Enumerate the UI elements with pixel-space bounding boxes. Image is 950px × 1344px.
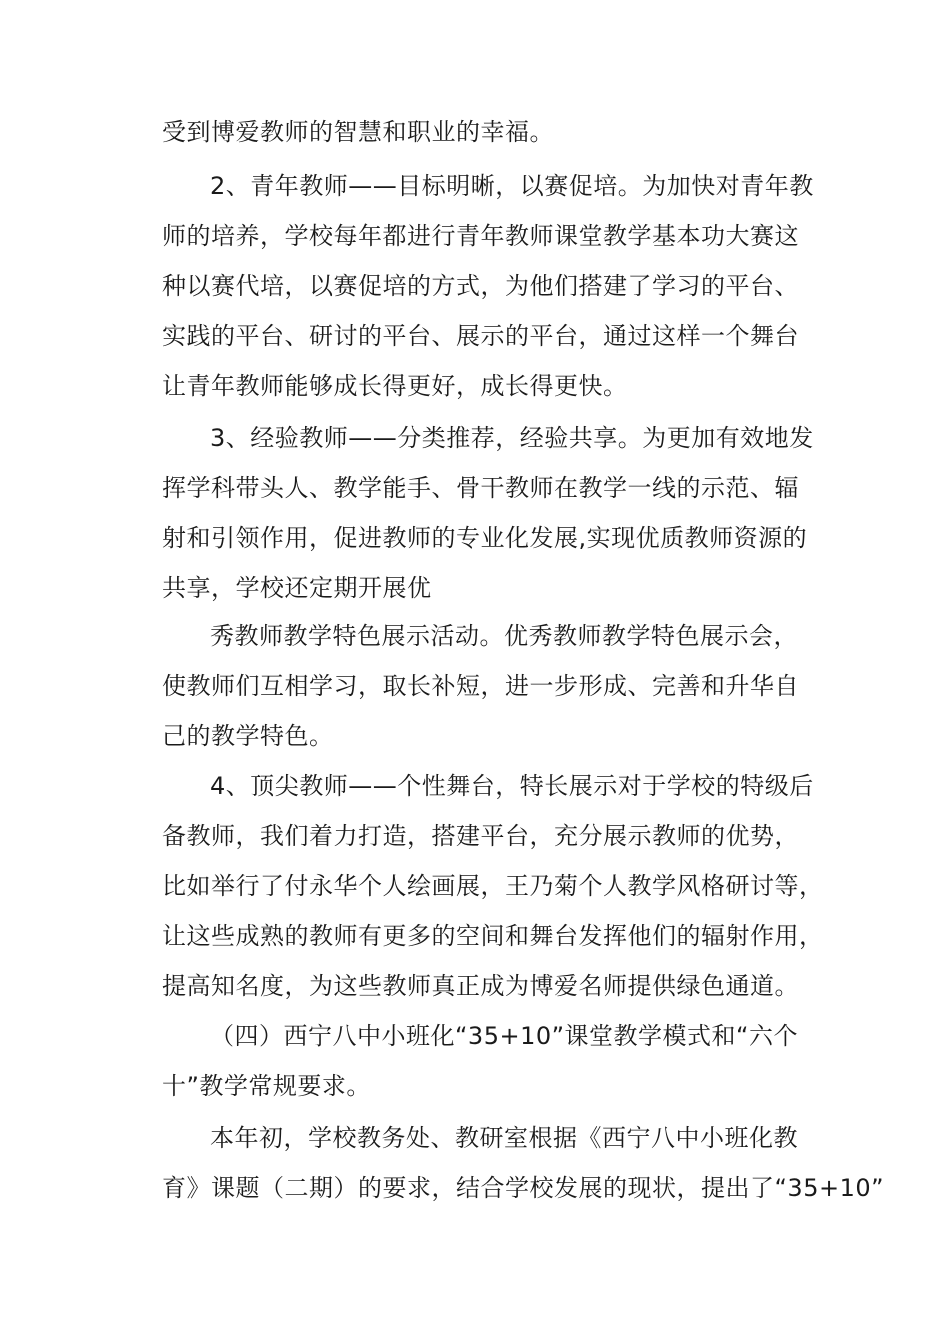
text-line-19: （四）西宁八中小班化“35+10”课堂教学模式和“六个 xyxy=(210,1022,798,1050)
text-line-6: 让青年教师能够成长得更好，成长得更快。 xyxy=(162,372,628,400)
text-line-12: 使教师们互相学习，取长补短，进一步形成、完善和升华自 xyxy=(162,672,799,700)
text-line-18: 提高知名度，为这些教师真正成为博爱名师提供绿色通道。 xyxy=(162,972,799,1000)
text-line-15: 备教师，我们着力打造，搭建平台，充分展示教师的优势， xyxy=(162,822,799,850)
text-line-13: 己的教学特色。 xyxy=(162,722,334,750)
text-line-20: 十”教学常规要求。 xyxy=(162,1072,371,1100)
text-line-14: 4、顶尖教师——个性舞台，特长展示对于学校的特级后 xyxy=(210,772,814,800)
text-line-2: 2、青年教师——目标明晰，以赛促培。为加快对青年教 xyxy=(210,172,814,200)
text-line-1: 受到博爱教师的智慧和职业的幸福。 xyxy=(162,118,554,146)
text-line-3: 师的培养，学校每年都进行青年教师课堂教学基本功大赛这 xyxy=(162,222,799,250)
text-line-8: 挥学科带头人、教学能手、骨干教师在教学一线的示范、辐 xyxy=(162,474,799,502)
text-line-10: 共享，学校还定期开展优 xyxy=(162,574,432,602)
text-line-16: 比如举行了付永华个人绘画展，王乃菊个人教学风格研讨等， xyxy=(162,872,824,900)
text-line-7: 3、经验教师——分类推荐，经验共享。为更加有效地发 xyxy=(210,424,814,452)
text-line-22: 育》课题（二期）的要求，结合学校发展的现状，提出了“35+10” xyxy=(162,1174,885,1202)
text-line-4: 种以赛代培，以赛促培的方式，为他们搭建了学习的平台、 xyxy=(162,272,799,300)
text-line-21: 本年初，学校教务处、教研室根据《西宁八中小班化教 xyxy=(210,1124,798,1152)
text-line-5: 实践的平台、研讨的平台、展示的平台，通过这样一个舞台 xyxy=(162,322,799,350)
text-line-11: 秀教师教学特色展示活动。优秀教师教学特色展示会， xyxy=(210,622,798,650)
text-line-9: 射和引领作用，促进教师的专业化发展,实现优质教师资源的 xyxy=(162,524,808,552)
text-line-17: 让这些成熟的教师有更多的空间和舞台发挥他们的辐射作用， xyxy=(162,922,824,950)
